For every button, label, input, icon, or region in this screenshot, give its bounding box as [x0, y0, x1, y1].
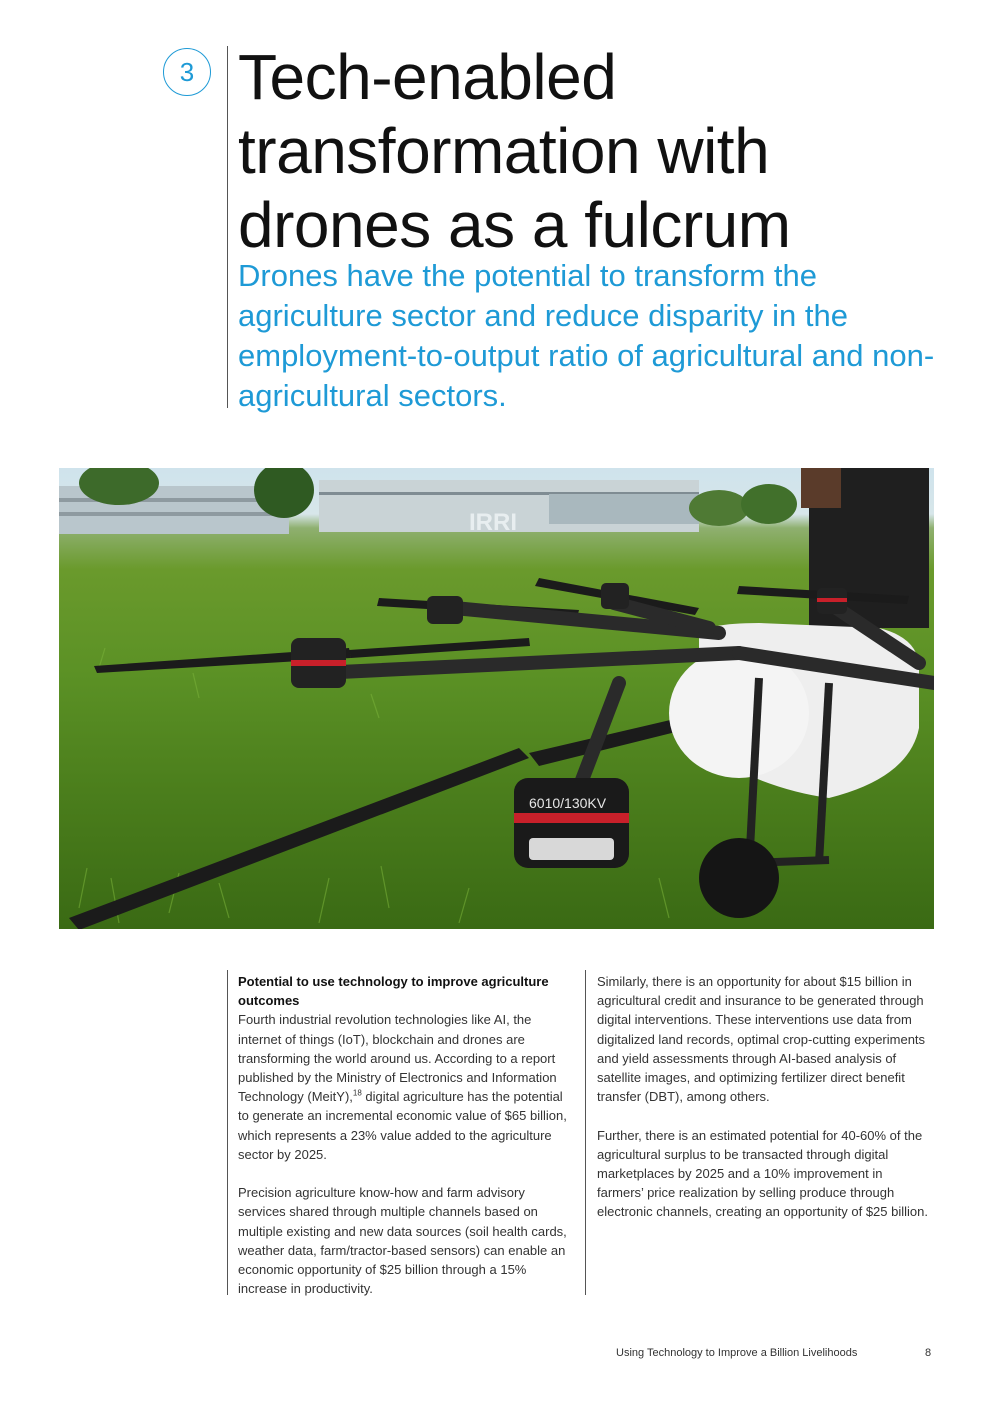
page-number: 8 — [925, 1347, 932, 1359]
drone-illustration — [59, 468, 934, 929]
drone-photo — [59, 468, 934, 929]
header-divider — [227, 46, 228, 408]
page-title: Tech-enabled transformation with drones as a fulcrum — [238, 41, 791, 261]
section-heading: Potential to use technology to improve agriculture outcomes — [238, 974, 549, 1009]
footer-text: Using Technology to Improve a Billion Livelihoods — [616, 1347, 858, 1359]
motor-label: 6010/130KV — [529, 795, 607, 811]
irri-sign: IRRI — [469, 509, 517, 536]
left-column — [238, 972, 575, 1318]
paragraph — [238, 1010, 575, 1164]
paragraph: Further, there is an estimated potential for 40-60% of the agricultural surplus to be transacted through digital marketplaces by 2025 and a 10% improvement in farmers’ price realization by selling produce through electronic channels, creating an opportunity of $25 billion. — [597, 1127, 928, 1220]
left-column-divider — [227, 970, 228, 1295]
paragraph: Similarly, there is an opportunity for about $15 billion in agricultural credit and insurance to be generated through digital interventions. These interventions use data from digitalized land records, optimal crop-cutting experiments and yield assessments through AI-based analysis of satellite images, and optimizing fertilizer direct benefit transfer (DBT), among others. — [597, 974, 926, 1105]
paragraph-text: Fourth industrial revolution technologies like AI, the internet of things (IoT), blockchain and drones are transforming the world around us. According to a report published by the Ministry of Electronics and Information Technology (MeitY), — [238, 1012, 557, 1105]
footnote-ref: 18 — [352, 1088, 362, 1098]
section-number: 3 — [179, 56, 195, 87]
section-number-badge — [163, 48, 211, 96]
paragraph-text: digital agriculture has the potential to generate an incremental economic value of $65 billion, which represents a 23% value added to the agriculture sector by 2025. — [238, 1089, 567, 1162]
right-column — [597, 972, 932, 1241]
paragraph: Precision agriculture know-how and farm advisory services shared through multiple channels based on multiple existing and new data sources (soil health cards, weather data, farm/tractor-based sensors) can enable an economic opportunity of $25 billion through a 15% increase in productivity. — [238, 1185, 567, 1297]
right-column-divider — [585, 970, 586, 1295]
page-subtitle: Drones have the potential to transform the agriculture sector and reduce disparity in the employment-to-output ratio of agricultural and non-agricultural sectors. — [238, 258, 935, 413]
